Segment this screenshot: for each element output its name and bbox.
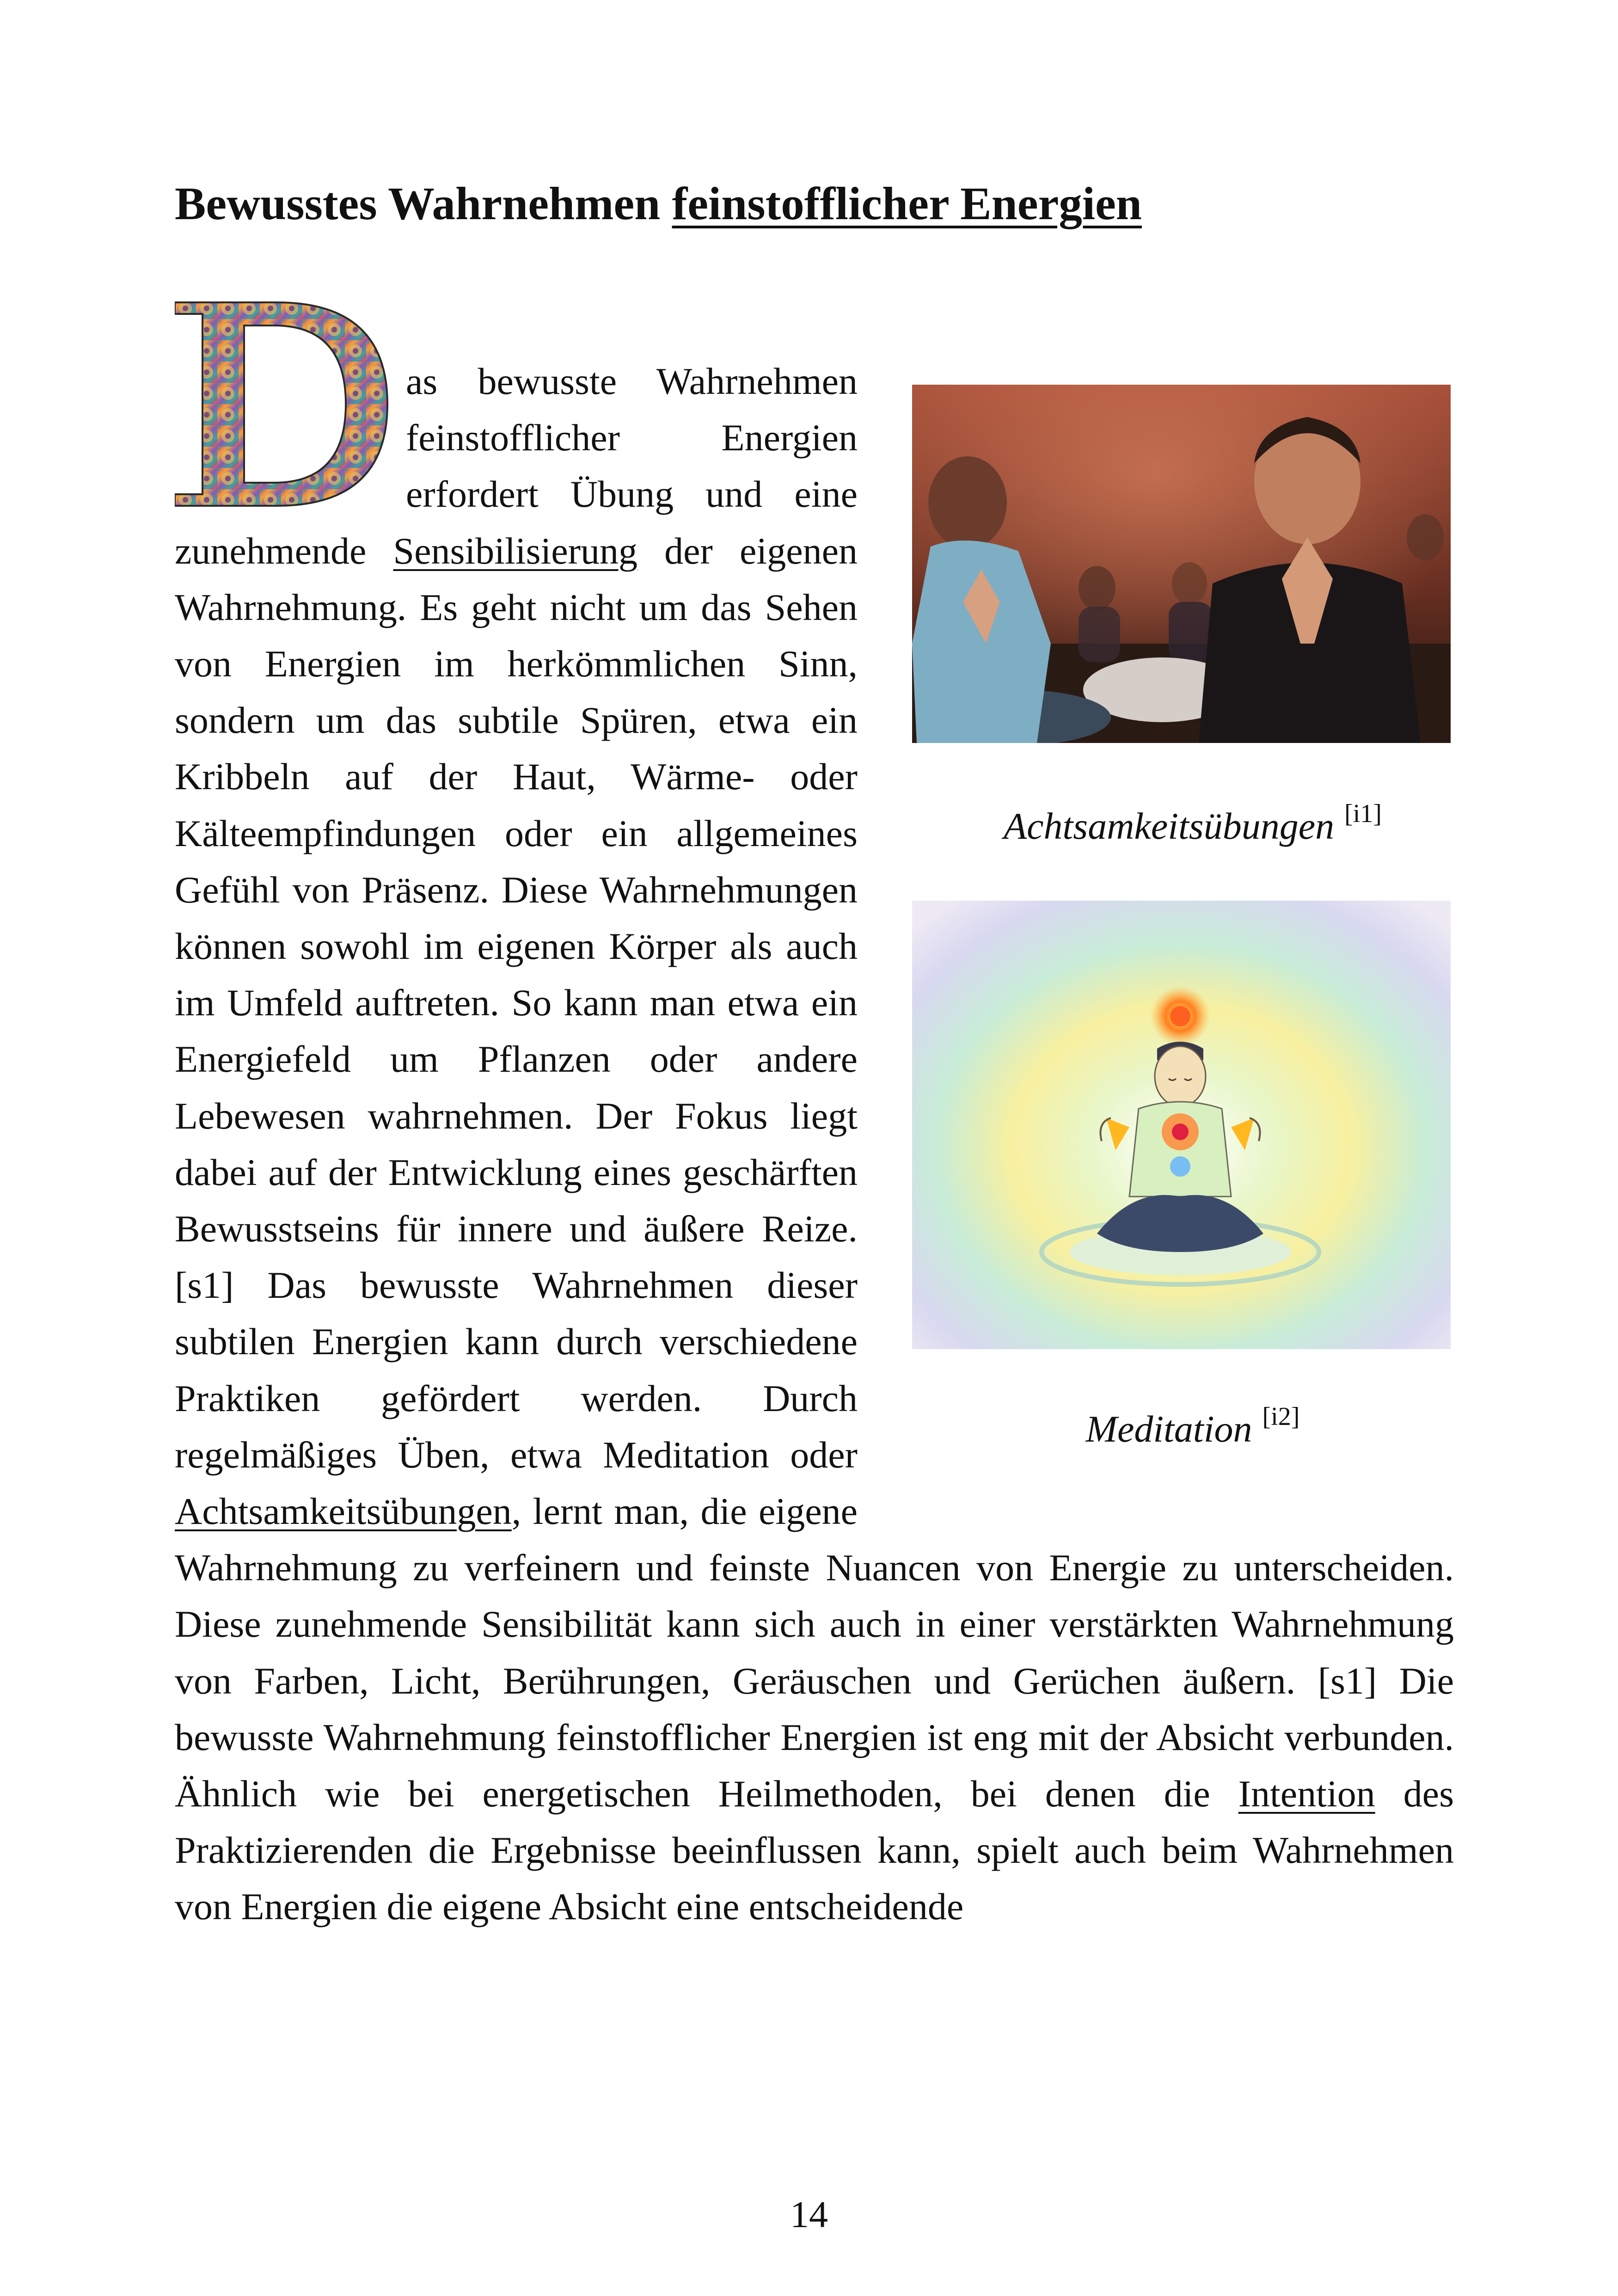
paragraph-text-1: as bewusste Wahrnehmen feinstofflicher Energien erfordert Übung und eine zunehmende	[175, 360, 858, 572]
figure-caption-1-text: Achtsamkeitsübungen	[1004, 805, 1335, 847]
body-text	[175, 353, 1454, 1935]
title-link[interactable]: feinstofflicher Energien	[672, 178, 1142, 229]
figure-ref-2[interactable]: [i2]	[1262, 1402, 1300, 1431]
paragraph-text-4: des Praktizierenden die Ergebnisse beeinflussen kann, spielt auch beim Wahrnehmen von Energien die eigene Absicht eine entscheidende	[175, 1773, 1454, 1928]
figure-ref-1[interactable]: [i1]	[1344, 799, 1382, 828]
ornamental-dropcap-icon	[175, 298, 392, 510]
page-title	[175, 176, 1142, 231]
paragraph-text-3: , lernt man, die eigene Wahrnehmung zu verfeinern und feinste Nuancen von Energie zu unterscheiden. Diese zunehmende Sensibilität kann sich auch in einer verstärkten Wahrnehmung von Farben, Licht, Berührungen, Geräuschen und Gerüchen äußern. [s1] Die bewusste Wahrnehmung feinstofflicher Energien ist eng mit der Absicht verbunden. Ähnlich wie bei energetischen Heilmethoden, bei denen die	[175, 1490, 1454, 1815]
figure-caption-2-text: Meditation	[1085, 1408, 1252, 1450]
page-number: 14	[790, 2193, 828, 2235]
dropcap-d	[175, 298, 392, 510]
title-text: Bewusstes Wahrnehmen	[175, 178, 672, 229]
link-sensibilisierung[interactable]: Sensibilisierung	[393, 529, 637, 572]
link-achtsamkeitsuebungen[interactable]: Achtsamkeitsübungen	[175, 1490, 512, 1533]
figure-float-spacer	[858, 353, 1454, 1500]
link-intention[interactable]: Intention	[1238, 1773, 1375, 1815]
paragraph-text-2: der eigenen Wahrnehmung. Es geht nicht um das Sehen von Energien im herkömmlichen Sinn, sondern um das subtile Spüren, etwa ein Kribbeln auf der Haut, Wärme- oder Kälteempfindungen oder ein allgemeines Gefühl von Präsenz. Diese Wahrnehmungen können sowohl im eigenen Körper als auch im Umfeld auftreten. So kann man etwa ein Energiefeld um Pflanzen oder andere Lebewesen wahrnehmen. Der Fokus liegt dabei auf der Entwicklung eines geschärften Bewusstseins für innere und äußere Reize. [s1] Das bewusste Wahrnehmen dieser subtilen Energien kann durch verschiedene Praktiken gefördert werden. Durch regelmäßiges Üben, etwa Meditation oder	[175, 529, 858, 1476]
